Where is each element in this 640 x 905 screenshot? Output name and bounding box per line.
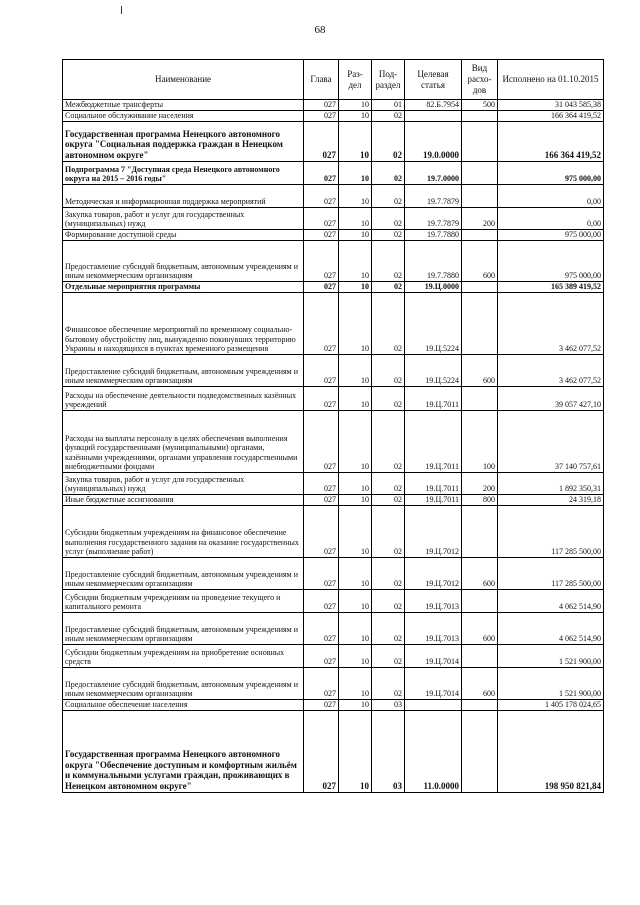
cell-ispolneno: 975 000,00 [498, 162, 604, 185]
cell-razdel: 10 [339, 411, 372, 473]
table-row [63, 122, 604, 162]
cell-podrazdel: 02 [372, 111, 405, 122]
cell-razdel: 10 [339, 282, 372, 293]
cell-celevaya: 19.7.0000 [405, 162, 462, 185]
cell-glava: 027 [304, 645, 339, 668]
cell-ispolneno: 166 364 419,52 [498, 111, 604, 122]
cell-razdel: 10 [339, 668, 372, 700]
cell-vid: 600 [462, 241, 498, 282]
table-row [63, 411, 604, 473]
cell-name: Финансовое обеспечение мероприятий по временному социально-бытовому обустройству лиц, вынужденно покинувших территорию Украины и находящихся в пунктах временного размещения [63, 293, 304, 355]
cell-ispolneno: 37 140 757,61 [498, 411, 604, 473]
cell-ispolneno: 1 521 900,00 [498, 668, 604, 700]
cell-name: Межбюджетные трансферты [63, 100, 304, 111]
cell-podrazdel: 02 [372, 590, 405, 613]
cell-glava: 027 [304, 241, 339, 282]
scan-mark [121, 6, 122, 14]
cell-razdel: 10 [339, 645, 372, 668]
cell-celevaya: 19.Ц.7014 [405, 645, 462, 668]
cell-name: Иные бюджетные ассигнования [63, 495, 304, 506]
table-row [63, 282, 604, 293]
cell-name: Методическая и информационная поддержка мероприятий [63, 185, 304, 208]
cell-ispolneno: 0,00 [498, 208, 604, 230]
table-row [63, 590, 604, 613]
cell-vid [462, 711, 498, 793]
cell-glava: 027 [304, 230, 339, 241]
cell-vid [462, 506, 498, 558]
cell-celevaya [405, 111, 462, 122]
table-row [63, 613, 604, 645]
cell-podrazdel: 02 [372, 613, 405, 645]
header-celevaya: Целевая статья [405, 60, 462, 100]
budget-table [62, 59, 604, 793]
cell-ispolneno: 4 062 514,90 [498, 613, 604, 645]
cell-name: Субсидии бюджетным учреждениям на проведение текущего и капитального ремонта [63, 590, 304, 613]
cell-celevaya: 19.Ц.7014 [405, 668, 462, 700]
cell-name: Социальное обслуживание населения [63, 111, 304, 122]
cell-glava: 027 [304, 711, 339, 793]
table-row [63, 700, 604, 711]
cell-glava: 027 [304, 700, 339, 711]
cell-celevaya: 19.Ц.5224 [405, 355, 462, 387]
cell-name: Расходы на обеспечение деятельности подведомственных казённых учреждений [63, 387, 304, 411]
cell-glava: 027 [304, 473, 339, 495]
cell-celevaya: 11.0.0000 [405, 711, 462, 793]
cell-glava: 027 [304, 558, 339, 590]
table-row [63, 241, 604, 282]
cell-podrazdel: 02 [372, 558, 405, 590]
cell-razdel: 10 [339, 711, 372, 793]
cell-ispolneno: 24 319,18 [498, 495, 604, 506]
cell-ispolneno: 975 000,00 [498, 241, 604, 282]
cell-name: Закупка товаров, работ и услуг для государственных (муниципальных) нужд [63, 208, 304, 230]
cell-podrazdel: 02 [372, 473, 405, 495]
cell-celevaya: 19.7.7879 [405, 208, 462, 230]
cell-ispolneno: 1 521 900,00 [498, 645, 604, 668]
table-row [63, 208, 604, 230]
cell-ispolneno: 975 000,00 [498, 230, 604, 241]
cell-celevaya: 19.Ц.7011 [405, 387, 462, 411]
cell-celevaya: 19.7.7880 [405, 230, 462, 241]
table-row [63, 645, 604, 668]
cell-ispolneno: 4 062 514,90 [498, 590, 604, 613]
table-row [63, 111, 604, 122]
table-row [63, 711, 604, 793]
cell-vid: 600 [462, 668, 498, 700]
cell-razdel: 10 [339, 473, 372, 495]
cell-glava: 027 [304, 122, 339, 162]
cell-podrazdel: 02 [372, 293, 405, 355]
cell-ispolneno: 3 462 077,52 [498, 355, 604, 387]
cell-podrazdel: 02 [372, 411, 405, 473]
cell-razdel: 10 [339, 355, 372, 387]
cell-ispolneno: 165 389 419,52 [498, 282, 604, 293]
cell-ispolneno: 117 285 500,00 [498, 506, 604, 558]
table-row [63, 293, 604, 355]
cell-razdel: 10 [339, 208, 372, 230]
cell-celevaya: 19.Ц.7012 [405, 506, 462, 558]
table-row [63, 387, 604, 411]
cell-celevaya: 19.Ц.7011 [405, 495, 462, 506]
page-number: 68 [314, 24, 326, 36]
cell-podrazdel: 02 [372, 241, 405, 282]
cell-ispolneno: 3 462 077,52 [498, 293, 604, 355]
table-row [63, 495, 604, 506]
table-row [63, 506, 604, 558]
cell-ispolneno: 198 950 821,84 [498, 711, 604, 793]
cell-podrazdel: 02 [372, 645, 405, 668]
cell-vid: 600 [462, 355, 498, 387]
cell-glava: 027 [304, 506, 339, 558]
cell-glava: 027 [304, 100, 339, 111]
cell-celevaya: 19.Ц.7012 [405, 558, 462, 590]
table-row [63, 558, 604, 590]
header-razdel: Раз-дел [339, 60, 372, 100]
cell-name: Подпрограмма 7 "Доступная среда Ненецкого автономного округа на 2015 – 2016 годы" [63, 162, 304, 185]
cell-glava: 027 [304, 185, 339, 208]
cell-vid: 600 [462, 558, 498, 590]
cell-name: Предоставление субсидий бюджетным, автономным учреждениям и иным некоммерческим организациям [63, 613, 304, 645]
cell-vid: 200 [462, 473, 498, 495]
cell-razdel: 10 [339, 700, 372, 711]
cell-glava: 027 [304, 355, 339, 387]
cell-vid: 800 [462, 495, 498, 506]
cell-vid [462, 387, 498, 411]
cell-name: Предоставление субсидий бюджетным, автономным учреждениям и иным некоммерческим организациям [63, 355, 304, 387]
cell-glava: 027 [304, 590, 339, 613]
cell-glava: 027 [304, 613, 339, 645]
table-row [63, 473, 604, 495]
cell-vid: 200 [462, 208, 498, 230]
cell-podrazdel: 02 [372, 495, 405, 506]
header-glava: Глава [304, 60, 339, 100]
cell-celevaya: 82.Б.7954 [405, 100, 462, 111]
cell-glava: 027 [304, 668, 339, 700]
cell-podrazdel: 02 [372, 122, 405, 162]
cell-podrazdel: 02 [372, 208, 405, 230]
cell-podrazdel: 02 [372, 230, 405, 241]
table-row [63, 185, 604, 208]
cell-vid [462, 700, 498, 711]
cell-razdel: 10 [339, 100, 372, 111]
cell-podrazdel: 02 [372, 185, 405, 208]
cell-name: Отдельные мероприятия программы [63, 282, 304, 293]
cell-vid [462, 282, 498, 293]
cell-celevaya: 19.Ц.7013 [405, 590, 462, 613]
cell-podrazdel: 02 [372, 282, 405, 293]
table-header-row [63, 60, 604, 100]
cell-glava: 027 [304, 411, 339, 473]
cell-vid [462, 230, 498, 241]
cell-razdel: 10 [339, 122, 372, 162]
cell-name: Социальное обеспечение населения [63, 700, 304, 711]
cell-podrazdel: 02 [372, 355, 405, 387]
cell-razdel: 10 [339, 613, 372, 645]
cell-razdel: 10 [339, 387, 372, 411]
cell-vid [462, 122, 498, 162]
cell-celevaya: 19.Ц.0000 [405, 282, 462, 293]
cell-ispolneno: 31 043 585,38 [498, 100, 604, 111]
header-ispolneno: Исполнено на 01.10.2015 [498, 60, 604, 100]
cell-celevaya: 19.0.0000 [405, 122, 462, 162]
cell-name: Предоставление субсидий бюджетным, автономным учреждениям и иным некоммерческим организациям [63, 668, 304, 700]
cell-name: Субсидии бюджетным учреждениям на финансовое обеспечение выполнения государственного задания на оказание государственных услуг (выполнение работ) [63, 506, 304, 558]
cell-name: Предоставление субсидий бюджетным, автономным учреждениям и иным некоммерческим организациям [63, 241, 304, 282]
cell-celevaya: 19.Ц.7011 [405, 411, 462, 473]
cell-glava: 027 [304, 495, 339, 506]
cell-vid [462, 293, 498, 355]
cell-celevaya: 19.Ц.5224 [405, 293, 462, 355]
cell-razdel: 10 [339, 185, 372, 208]
cell-glava: 027 [304, 162, 339, 185]
cell-ispolneno: 1 892 350,31 [498, 473, 604, 495]
table-row [63, 162, 604, 185]
cell-vid [462, 590, 498, 613]
table-row [63, 100, 604, 111]
cell-podrazdel: 03 [372, 700, 405, 711]
cell-razdel: 10 [339, 293, 372, 355]
cell-name: Расходы на выплаты персоналу в целях обеспечения выполнения функций государственными (муниципальными) органами, казёнными учреждениями, органами управления государственными внебюджетными фондами [63, 411, 304, 473]
cell-podrazdel: 03 [372, 711, 405, 793]
cell-name: Субсидии бюджетным учреждениям на приобретение основных средств [63, 645, 304, 668]
header-podrazdel: Под-раздел [372, 60, 405, 100]
cell-celevaya: 19.Ц.7013 [405, 613, 462, 645]
cell-razdel: 10 [339, 230, 372, 241]
cell-name: Формирование доступной среды [63, 230, 304, 241]
cell-vid: 500 [462, 100, 498, 111]
cell-podrazdel: 01 [372, 100, 405, 111]
cell-razdel: 10 [339, 495, 372, 506]
cell-name: Государственная программа Ненецкого автономного округа "Социальная поддержка граждан в Ненецком автономном округе" [63, 122, 304, 162]
cell-ispolneno: 117 285 500,00 [498, 558, 604, 590]
cell-podrazdel: 02 [372, 162, 405, 185]
cell-name: Государственная программа Ненецкого автономного округа "Обеспечение доступным и комфортным жильём и коммунальными услугами граждан, проживающих в Ненецком автономном округе" [63, 711, 304, 793]
cell-razdel: 10 [339, 162, 372, 185]
cell-podrazdel: 02 [372, 668, 405, 700]
cell-celevaya: 19.Ц.7011 [405, 473, 462, 495]
cell-celevaya: 19.7.7880 [405, 241, 462, 282]
cell-glava: 027 [304, 387, 339, 411]
cell-vid [462, 645, 498, 668]
cell-ispolneno: 0,00 [498, 185, 604, 208]
cell-podrazdel: 02 [372, 387, 405, 411]
cell-glava: 027 [304, 282, 339, 293]
cell-glava: 027 [304, 208, 339, 230]
cell-vid: 600 [462, 613, 498, 645]
table-row [63, 230, 604, 241]
cell-razdel: 10 [339, 558, 372, 590]
cell-celevaya: 19.7.7879 [405, 185, 462, 208]
cell-podrazdel: 02 [372, 506, 405, 558]
cell-vid [462, 185, 498, 208]
cell-razdel: 10 [339, 590, 372, 613]
header-name: Наименование [63, 60, 304, 100]
table-row [63, 355, 604, 387]
cell-vid: 100 [462, 411, 498, 473]
cell-name: Закупка товаров, работ и услуг для государственных (муниципальных) нужд [63, 473, 304, 495]
cell-ispolneno: 1 405 178 024,65 [498, 700, 604, 711]
cell-glava: 027 [304, 111, 339, 122]
cell-ispolneno: 166 364 419,52 [498, 122, 604, 162]
cell-ispolneno: 39 057 427,10 [498, 387, 604, 411]
header-vid: Вид расхо-дов [462, 60, 498, 100]
cell-name: Предоставление субсидий бюджетным, автономным учреждениям и иным некоммерческим организациям [63, 558, 304, 590]
cell-glava: 027 [304, 293, 339, 355]
cell-razdel: 10 [339, 111, 372, 122]
cell-razdel: 10 [339, 241, 372, 282]
table-row [63, 668, 604, 700]
cell-vid [462, 111, 498, 122]
cell-razdel: 10 [339, 506, 372, 558]
cell-celevaya [405, 700, 462, 711]
cell-vid [462, 162, 498, 185]
